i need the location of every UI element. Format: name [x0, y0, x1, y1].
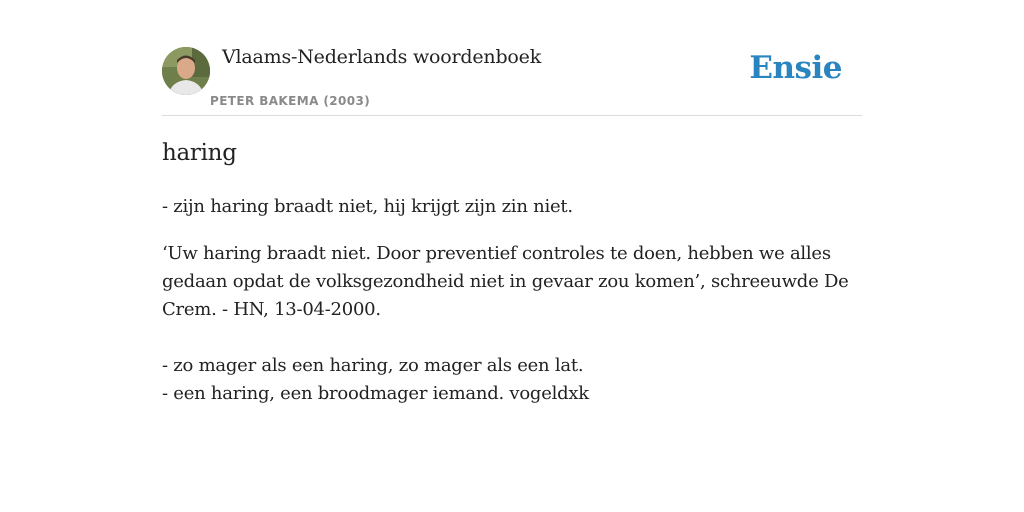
brand-logo[interactable]: Ensie [749, 50, 842, 86]
entry-title: haring [162, 140, 237, 166]
entry-body [162, 193, 862, 408]
entry-paragraph: - een haring, een broodmager iemand. vogeldxk [162, 383, 589, 404]
entry-paragraph: ‘Uw haring braadt niet. Door preventief controles te doen, hebben we alles gedaan opdat de volksgezondheid niet in gevaar zou komen’, schreeuwde De Crem. - HN, 13-04-2000. [162, 243, 849, 320]
book-title[interactable]: Vlaams-Nederlands woordenboek [222, 46, 542, 68]
author-avatar[interactable] [162, 47, 210, 95]
entry-paragraph: - zo mager als een haring, zo mager als een lat. [162, 355, 584, 376]
header [162, 0, 862, 116]
author-name[interactable]: PETER BAKEMA (2003) [210, 94, 371, 108]
entry-paragraph: - zijn haring braadt niet, hij krijgt zijn zin niet. [162, 196, 573, 217]
page [162, 0, 862, 512]
